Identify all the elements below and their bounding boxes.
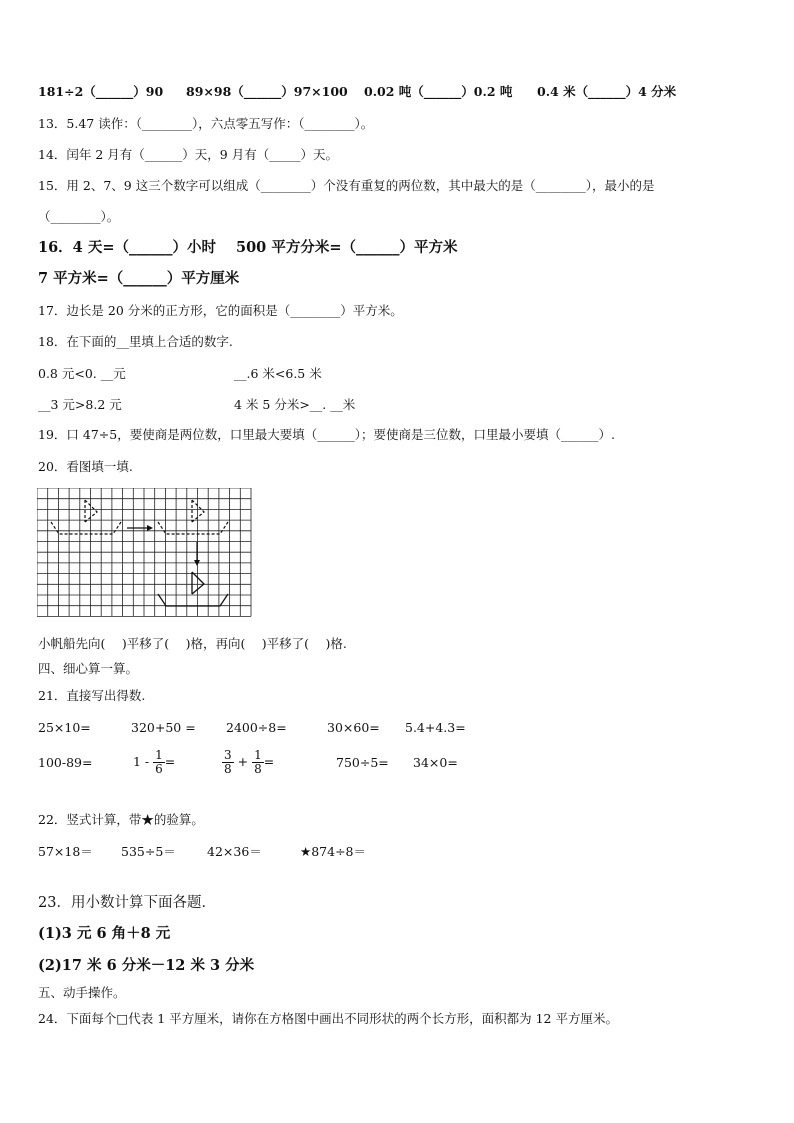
fraction-numerator: 1	[254, 748, 262, 762]
calc-9: 750÷5=	[336, 755, 389, 770]
question-18-item-1: 0.8 元<0. __元	[38, 366, 126, 381]
question-21: 21．直接写出得数.	[38, 688, 146, 703]
sailboat-grid-figure	[37, 488, 253, 618]
fraction-denominator: 8	[254, 762, 262, 776]
boat-final	[158, 572, 228, 606]
calc-3: 2400÷8=	[226, 720, 287, 735]
question-14: 14．闰年 2 月有（______）天，9 月有（_____）天。	[38, 147, 338, 162]
calc-7	[133, 744, 175, 780]
fraction-one-eighth	[252, 749, 264, 776]
calc-5: 5.4+4.3=	[405, 720, 466, 735]
down-arrow-icon	[194, 542, 200, 566]
calc-6: 100-89=	[38, 755, 93, 770]
section-4-heading: 四、细心算一算。	[38, 661, 139, 676]
question-23-part-2: (2)17 米 6 分米－12 米 3 分米	[38, 957, 255, 974]
calc-4: 30×60=	[327, 720, 380, 735]
compare-item-4: 0.4 米（______）4 分米	[537, 84, 677, 99]
grid-lines	[37, 488, 251, 616]
fraction-numerator: 1	[155, 748, 163, 762]
question-16-b: 500 平方分米=（______）平方米	[236, 239, 458, 256]
question-15-line2: （________）。	[38, 209, 120, 224]
calc-2: 320+50 =	[131, 720, 196, 735]
question-17: 17．边长是 20 分米的正方形，它的面积是（________）平方米。	[38, 303, 403, 318]
vertical-calc-4: ★874÷8＝	[300, 844, 366, 859]
vertical-calc-1: 57×18＝	[38, 844, 93, 859]
question-15-line1: 15．用 2、7、9 这三个数字可以组成（________）个没有重复的两位数，其中最大的是（________），最小的是	[38, 178, 655, 193]
question-13: 13．5.47 读作：（________），六点零五写作：（________）。	[38, 116, 374, 131]
calc-8-equals: =	[263, 754, 275, 769]
section-5-heading: 五、动手操作。	[38, 985, 126, 1000]
compare-item-3: 0.02 吨（______）0.2 吨	[364, 84, 513, 99]
question-22: 22．竖式计算，带★的验算。	[38, 812, 204, 827]
compare-item-1: 181÷2（______）90	[38, 84, 164, 99]
vertical-calc-3: 42×36＝	[207, 844, 262, 859]
boat-original	[51, 500, 121, 534]
question-24: 24．下面每个□代表 1 平方厘米，请你在方格图中画出不同形状的两个长方形，面积都为 12 平方厘米。	[38, 1011, 618, 1026]
calc-8-operator: +	[237, 754, 249, 769]
fraction-numerator: 3	[224, 748, 232, 762]
calc-1: 25×10=	[38, 720, 91, 735]
fraction-one-sixth	[153, 749, 165, 776]
compare-item-2: 89×98（______）97×100	[186, 84, 348, 99]
fraction-denominator: 8	[224, 762, 232, 776]
question-18-item-3: __3 元>8.2 元	[38, 397, 122, 412]
question-18-item-4: 4 米 5 分米>__. __米	[234, 397, 356, 412]
calc-7-prefix: 1 -	[133, 754, 150, 769]
question-16-c: 7 平方米=（______）平方厘米	[38, 270, 240, 287]
question-19: 19．口 47÷5，要使商是两位数，口里最大要填（______）；要使商是三位数，口里最小要填（______）.	[38, 427, 615, 442]
question-20: 20．看图填一填.	[38, 459, 133, 474]
question-20-caption: 小帆船先向( )平移了( )格，再向( )平移了( )格.	[38, 636, 347, 651]
boat-translated	[158, 500, 228, 534]
calc-7-equals: =	[164, 754, 176, 769]
right-arrow-icon	[127, 525, 153, 531]
question-23: 23．用小数计算下面各题．	[38, 895, 216, 911]
calc-10: 34×0=	[413, 755, 458, 770]
fraction-denominator: 6	[155, 762, 163, 776]
calc-8	[222, 744, 274, 780]
vertical-calc-2: 535÷5＝	[121, 844, 176, 859]
question-18-item-2: __.6 米<6.5 米	[234, 366, 322, 381]
question-23-part-1: (1)3 元 6 角＋8 元	[38, 925, 171, 942]
question-16-a: 16．4 天=（______）小时	[38, 239, 216, 256]
question-18: 18．在下面的__里填上合适的数字.	[38, 334, 233, 349]
fraction-three-eighths	[222, 749, 234, 776]
